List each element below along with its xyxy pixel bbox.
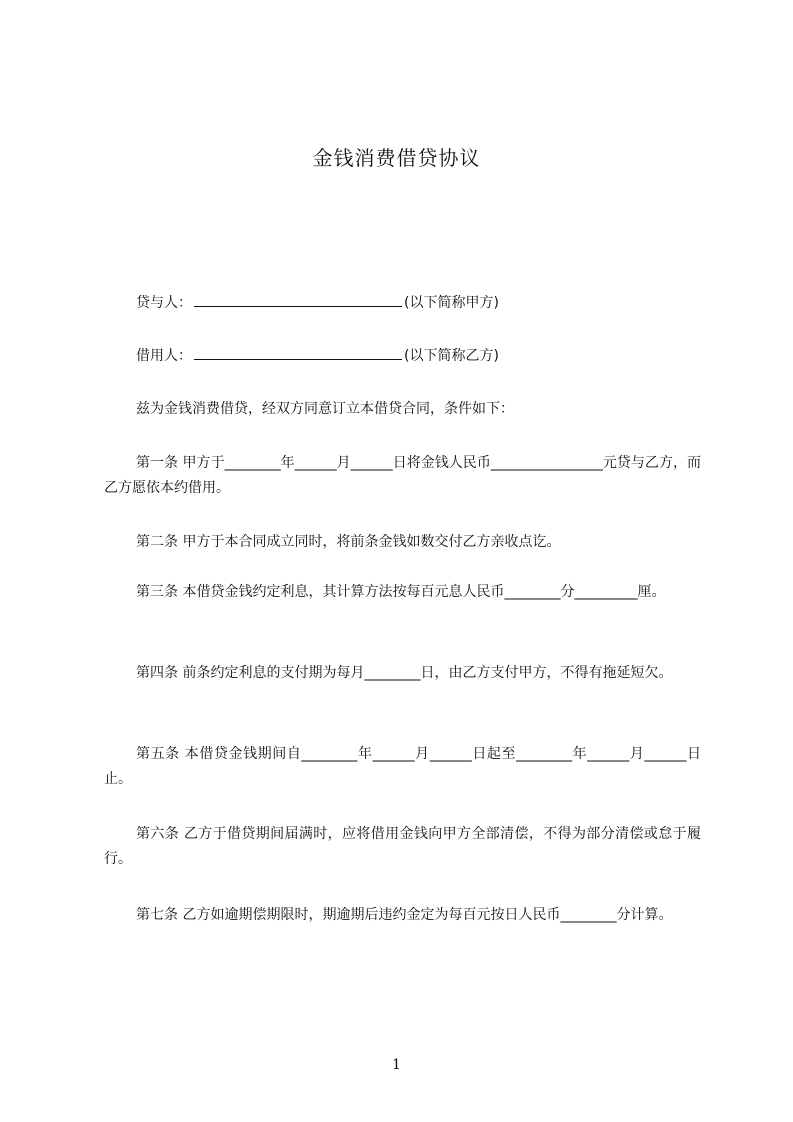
borrower-label: 借用人： [136,348,192,364]
document-title: 金钱消费借贷协议 [312,146,481,170]
article-3: 第三条 本借贷金钱约定利息，其计算方法按每百元息人民币________分_________厘。 [136,584,666,600]
intro-paragraph: 兹为金钱消费借贷，经双方同意订立本借贷合同，条件如下： [136,401,514,417]
article-6: 第六条 乙方于借贷期间届满时，应将借用金钱向甲方全部清偿，不得为部分清偿或怠于履行。 [104,826,701,867]
lender-label: 贷与人： [136,295,192,311]
borrower-suffix: (以下简称乙方) [404,348,499,364]
borrower-line [136,345,499,366]
article-2: 第二条 甲方于本合同成立同时，将前条金钱如数交付乙方亲收点讫。 [136,534,561,550]
article-1: 第一条 甲方于________年______月______日将金钱人民币________________元贷与乙方，而乙方愿依本约借用。 [104,455,701,496]
lender-suffix: (以下简称甲方) [404,295,499,311]
page-number: 1 [392,1057,401,1073]
borrower-name-blank [194,345,402,360]
lender-line [136,292,499,313]
lender-name-blank [194,292,402,307]
article-5: 第五条 本借贷金钱期间自________年______月______日起至________年______月______日止。 [104,746,701,787]
article-4: 第四条 前条约定利息的支付期为每月________日，由乙方支付甲方，不得有拖延短欠。 [136,665,673,681]
article-7: 第七条 乙方如逾期偿期限时，期逾期后违约金定为每百元按日人民币________分计算。 [136,907,673,923]
